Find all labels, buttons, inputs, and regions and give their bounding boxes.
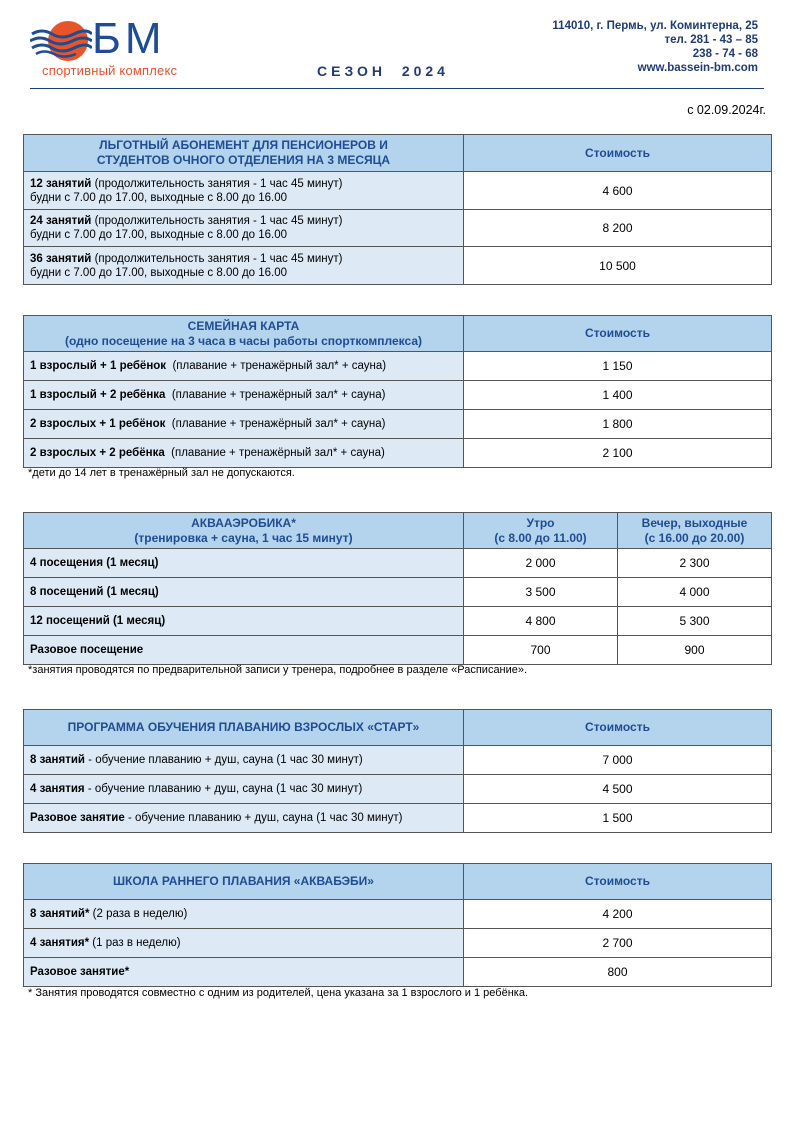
table-row: 8 посещений (1 месяц) 3 500 4 000 xyxy=(24,578,772,607)
footnote: *дети до 14 лет в тренажёрный зал не допускаются. xyxy=(28,467,295,479)
price-cell: 1 500 xyxy=(464,804,772,833)
morning-column-header: Утро (с 8.00 до 11.00) xyxy=(464,513,618,549)
table-row: 4 посещения (1 месяц) 2 000 2 300 xyxy=(24,549,772,578)
season-title: СЕЗОН 2024 xyxy=(317,63,449,79)
table-row: 2 взрослых + 1 ребёнок (плавание + тренажёрный зал* + сауна) 1 800 xyxy=(24,410,772,439)
table-row: 36 занятий (продолжительность занятия - 1 час 45 минут) будни с 7.00 до 17.00, выходные с 8.00 до 16.00 10 500 xyxy=(24,247,772,285)
price-column-header: Стоимость xyxy=(464,135,772,172)
price-cell: 800 xyxy=(464,958,772,987)
table-header: АКВААЭРОБИКА* (тренировка + сауна, 1 час 15 минут) xyxy=(24,513,464,549)
table-row: 8 занятий* (2 раза в неделю) 4 200 xyxy=(24,900,772,929)
price-cell: 900 xyxy=(618,636,772,665)
price-column-header: Стоимость xyxy=(464,316,772,352)
table-row: 24 занятий (продолжительность занятия - 1 час 45 минут) будни с 7.00 до 17.00, выходные с 8.00 до 16.00 8 200 xyxy=(24,210,772,247)
address-line: 114010, г. Пермь, ул. Коминтерна, 25 xyxy=(552,20,758,32)
price-cell: 1 800 xyxy=(464,410,772,439)
table-row: 4 занятия* (1 раз в неделю) 2 700 xyxy=(24,929,772,958)
table-header: ПРОГРАММА ОБУЧЕНИЯ ПЛАВАНИЮ ВЗРОСЛЫХ «СТАРТ» xyxy=(24,710,464,746)
family-card-table xyxy=(23,315,772,468)
price-cell: 2 100 xyxy=(464,439,772,468)
price-cell: 5 300 xyxy=(618,607,772,636)
price-cell: 7 000 xyxy=(464,746,772,775)
pensioner-subscription-table xyxy=(23,134,772,285)
logo-caption: спортивный комплекс xyxy=(42,63,178,78)
price-cell: 2 300 xyxy=(618,549,772,578)
price-cell: 700 xyxy=(464,636,618,665)
table-header: ШКОЛА РАННЕГО ПЛАВАНИЯ «АКВАБЭБИ» xyxy=(24,864,464,900)
table-header: СЕМЕЙНАЯ КАРТА (одно посещение на 3 часа в часы работы спорткомплекса) xyxy=(24,316,464,352)
price-cell: 4 200 xyxy=(464,900,772,929)
logo-letters: БМ xyxy=(92,14,166,63)
price-cell: 1 400 xyxy=(464,381,772,410)
logo xyxy=(30,14,230,80)
adult-swim-program-table xyxy=(23,709,772,833)
footnote: * Занятия проводятся совместно с одним из родителей, цена указана за 1 взрослого и 1 ребёнка. xyxy=(28,987,528,999)
table-header: ЛЬГОТНЫЙ АБОНЕМЕНТ ДЛЯ ПЕНСИОНЕРОВ И СТУДЕНТОВ ОЧНОГО ОТДЕЛЕНИЯ НА 3 МЕСЯЦА xyxy=(24,135,464,172)
price-cell: 2 700 xyxy=(464,929,772,958)
price-cell: 4 000 xyxy=(618,578,772,607)
table-row: Разовое посещение 700 900 xyxy=(24,636,772,665)
price-cell: 2 000 xyxy=(464,549,618,578)
table-row: 8 занятий - обучение плаванию + душ, сауна (1 час 30 минут) 7 000 xyxy=(24,746,772,775)
phone-line-2: 238 - 74 - 68 xyxy=(692,48,758,60)
footnote: *занятия проводятся по предварительной записи у тренера, подробнее в разделе «Расписание». xyxy=(28,664,528,676)
price-cell: 4 800 xyxy=(464,607,618,636)
table-row: 12 посещений (1 месяц) 4 800 5 300 xyxy=(24,607,772,636)
table-row: 12 занятий (продолжительность занятия - 1 час 45 минут) будни с 7.00 до 17.00, выходные с 8.00 до 16.00 4 600 xyxy=(24,172,772,210)
price-cell: 8 200 xyxy=(464,210,772,247)
valid-from-date: с 02.09.2024г. xyxy=(687,103,766,117)
aquababy-school-table xyxy=(23,863,772,987)
contact-address xyxy=(498,19,758,75)
website-link[interactable]: www.bassein-bm.com xyxy=(637,62,758,74)
swimmer-wave-icon xyxy=(30,20,92,62)
price-column-header: Стоимость xyxy=(464,710,772,746)
phone-line: тел. 281 - 43 – 85 xyxy=(664,34,758,46)
table-row: 1 взрослый + 2 ребёнка (плавание + тренажёрный зал* + сауна) 1 400 xyxy=(24,381,772,410)
evening-column-header: Вечер, выходные (с 16.00 до 20.00) xyxy=(618,513,772,549)
price-cell: 10 500 xyxy=(464,247,772,285)
table-row: Разовое занятие* 800 xyxy=(24,958,772,987)
price-cell: 4 500 xyxy=(464,775,772,804)
table-row: 1 взрослый + 1 ребёнок (плавание + тренажёрный зал* + сауна) 1 150 xyxy=(24,352,772,381)
table-row: 2 взрослых + 2 ребёнка (плавание + тренажёрный зал* + сауна) 2 100 xyxy=(24,439,772,468)
price-column-header: Стоимость xyxy=(464,864,772,900)
price-cell: 1 150 xyxy=(464,352,772,381)
price-cell: 4 600 xyxy=(464,172,772,210)
header-divider xyxy=(30,88,764,89)
table-row: Разовое занятие - обучение плаванию + душ, сауна (1 час 30 минут) 1 500 xyxy=(24,804,772,833)
price-cell: 3 500 xyxy=(464,578,618,607)
aqua-aerobics-table xyxy=(23,512,772,665)
table-row: 4 занятия - обучение плаванию + душ, сауна (1 час 30 минут) 4 500 xyxy=(24,775,772,804)
